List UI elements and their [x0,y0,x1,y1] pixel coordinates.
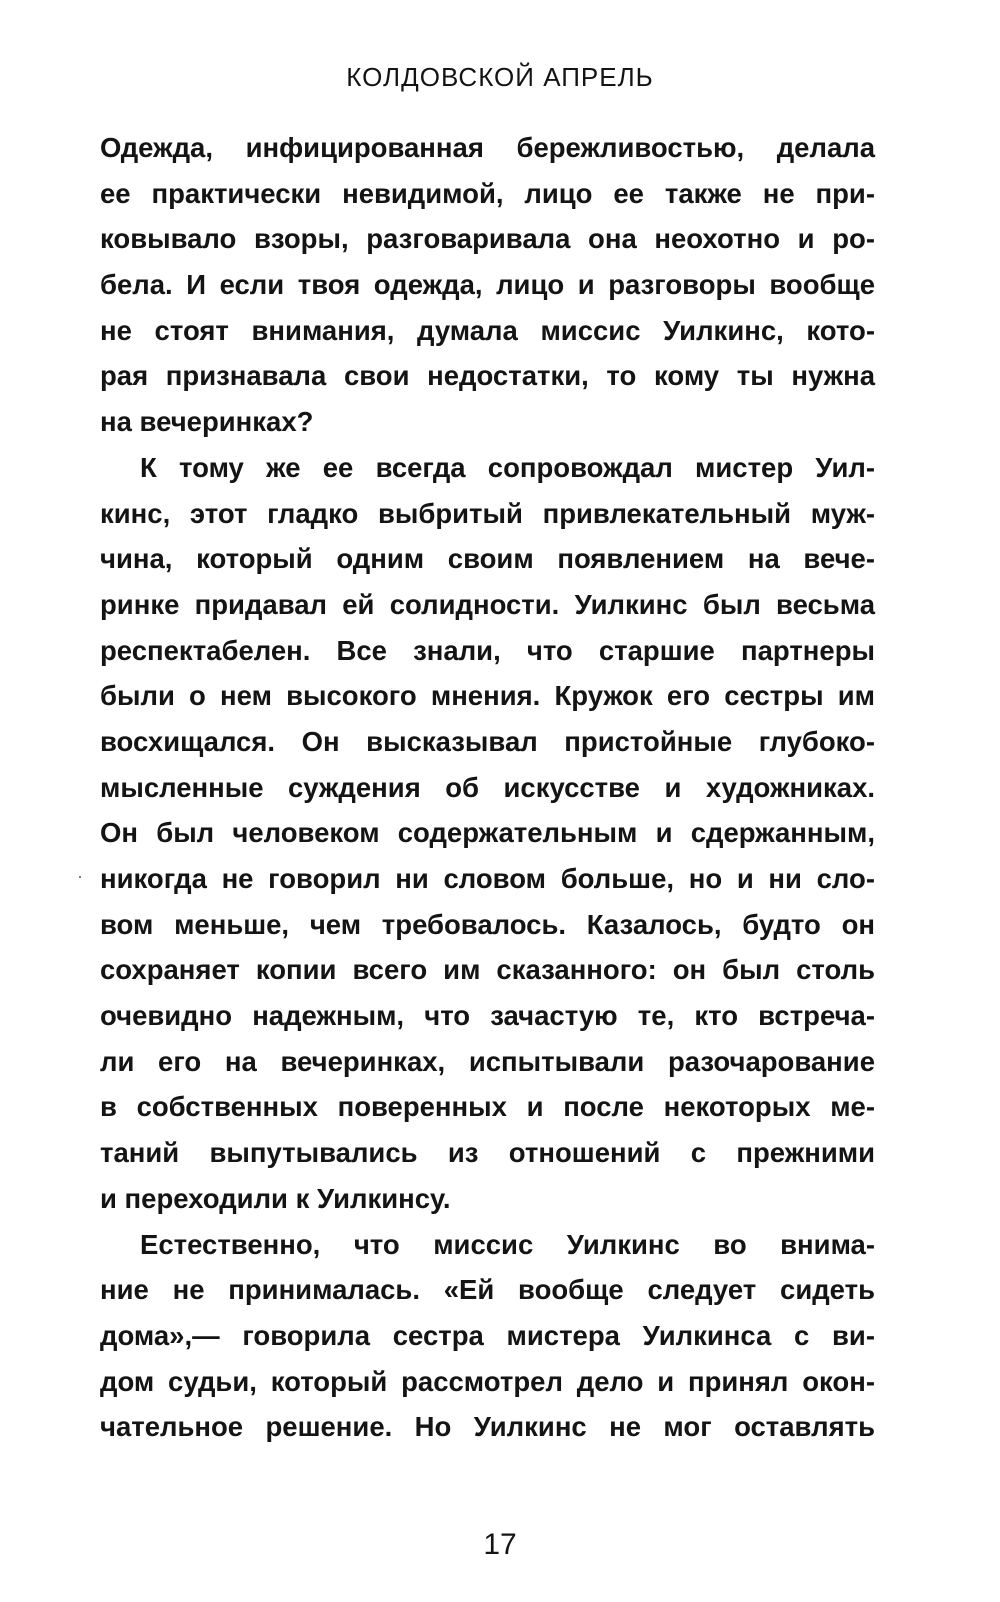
print-speck [79,876,81,878]
text-line: в собственных поверенных и после некоторых ме- [100,1091,875,1123]
text-line: чина, который одним своим появлением на вече- [100,543,875,575]
text-line: дома»,— говорила сестра мистера Уилкинса с ви- [100,1319,875,1351]
text-line: ковывало взоры, разговаривала она неохотно и ро- [100,223,875,255]
text-line: вом меньше, чем требовалось. Казалось, будто он [100,908,875,940]
running-head: КОЛДОВСКОЙ АПРЕЛЬ [346,62,654,92]
text-line: никогда не говорил ни словом больше, но и ни сло- [100,863,875,894]
text-line: бела. И если твоя одежда, лицо и разговоры вообще [100,269,875,301]
text-line: ее практически невидимой, лицо ее также не при- [100,177,875,209]
text-line: дом судьи, который рассмотрел дело и принял окон- [100,1365,875,1397]
text-line: Одежда, инфицированная бережливостью, делала [100,132,875,163]
text-line: рая признавала свои недостатки, то кому ты нужна [100,360,875,392]
text-line: К тому же ее всегда сопровождал мистер Уил- [140,451,875,483]
text-line: на вечеринках? [100,406,314,438]
text-line: чательное решение. Но Уилкинс не мог оставлять [100,1411,875,1443]
text-line: ние не принималась. «Ей вообще следует сидеть [100,1274,875,1306]
text-line: и переходили к Уилкинсу. [100,1182,451,1214]
text-line: очевидно надежным, что зачастую те, кто встреча- [100,1000,875,1032]
body-text [100,125,875,1450]
text-line: Он был человеком содержательным и сдержанным, [100,817,875,849]
text-line: сохраняет копии всего им сказанного: он был столь [100,954,875,986]
text-line: были о нем высокого мнения. Кружок его сестры им [100,680,875,712]
text-line: восхищался. Он высказывал пристойные глубоко- [100,725,875,757]
text-line: Естественно, что миссис Уилкинс во внима- [140,1228,875,1260]
text-line: кинс, этот гладко выбритый привлекательный муж- [100,497,875,529]
text-line: таний выпутывались из отношений с прежними [100,1137,875,1169]
page-number: 17 [483,1528,517,1561]
text-line: мысленные суждения об искусстве и художниках. [100,771,875,803]
text-line: не стоят внимания, думала миссис Уилкинс, кото- [100,314,875,346]
text-line: ринке придавал ей солидности. Уилкинс был весьма [100,588,875,620]
text-line: ли его на вечеринках, испытывали разочарование [100,1045,875,1077]
text-line: респектабелен. Все знали, что старшие партнеры [100,634,875,666]
